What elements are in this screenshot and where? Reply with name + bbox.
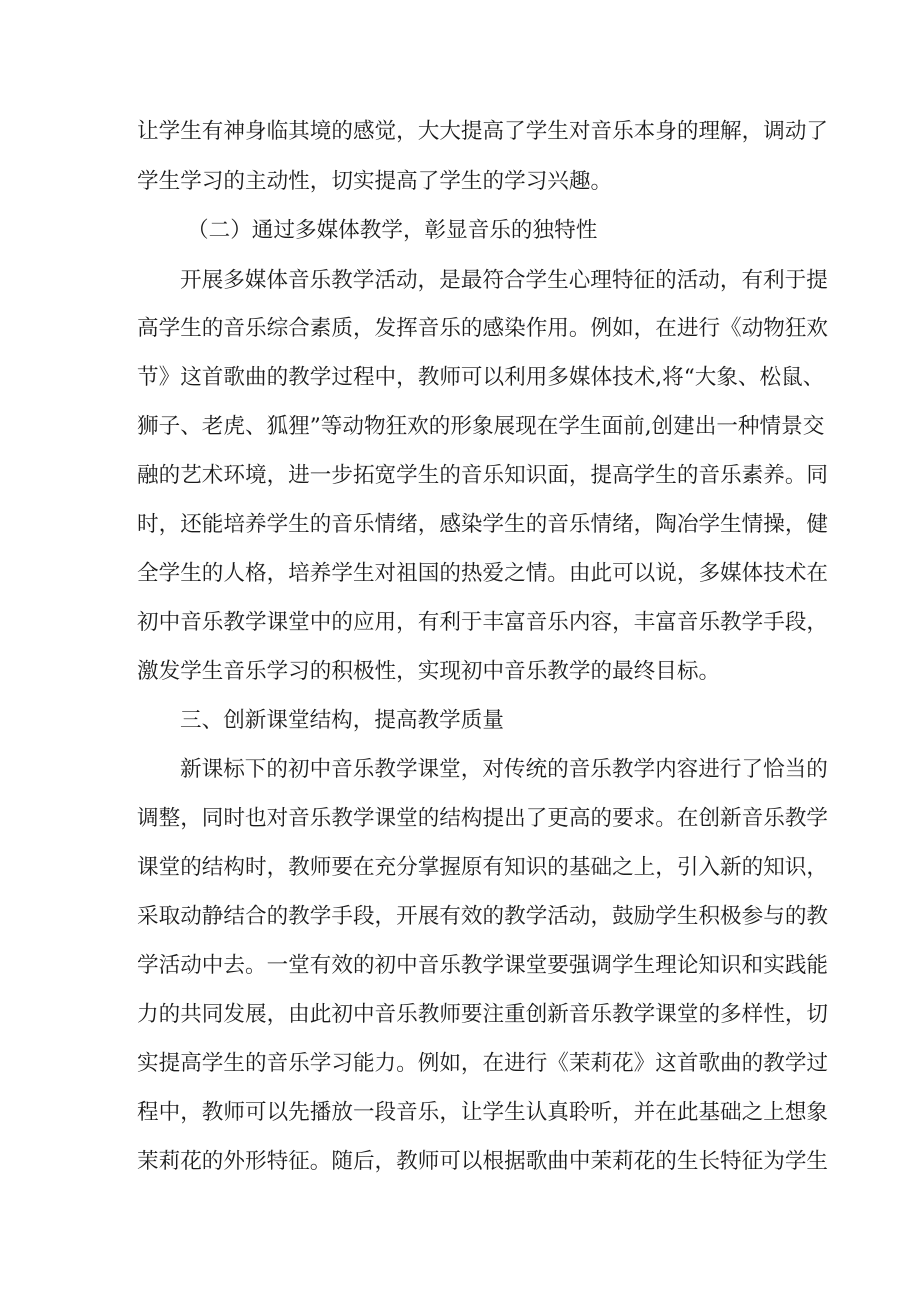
paragraph-line: 学活动中去。一堂有效的初中音乐教学课堂要强调学生理论知识和实践能	[137, 953, 829, 978]
paragraph-line: 时，还能培养学生的音乐情绪，感染学生的音乐情绪，陶冶学生情操，健	[137, 512, 829, 537]
paragraph-line: 全学生的人格，培养学生对祖国的热爱之情。由此可以说，多媒体技术在	[137, 561, 829, 586]
paragraph-line: 激发学生音乐学习的积极性，实现初中音乐教学的最终目标。	[137, 659, 721, 684]
paragraph-line: 实提高学生的音乐学习能力。例如，在进行《茉莉花》这首歌曲的教学过	[137, 1051, 829, 1076]
paragraph-line: 新课标下的初中音乐教学课堂，对传统的音乐教学内容进行了恰当的	[180, 757, 828, 782]
paragraph-line: 程中，教师可以先播放一段音乐，让学生认真聆听，并在此基础之上想象	[137, 1100, 829, 1125]
paragraph-line: 初中音乐教学课堂中的应用，有利于丰富音乐内容，丰富音乐教学手段，	[137, 610, 829, 635]
paragraph-line: 茉莉花的外形特征。随后，教师可以根据歌曲中茉莉花的生长特征为学生	[137, 1149, 829, 1174]
paragraph-line: 融的艺术环境，进一步拓宽学生的音乐知识面，提高学生的音乐素养。同	[137, 463, 829, 488]
paragraph-line: 调整，同时也对音乐教学课堂的结构提出了更高的要求。在创新音乐教学	[137, 806, 829, 831]
paragraph-line: 狮子、老虎、狐狸”等动物狂欢的形象展现在学生面前,创建出一种情景交	[137, 414, 825, 439]
section-heading-2: （二）通过多媒体教学，彰显音乐的独特性	[187, 218, 598, 243]
section-heading-3: 三、创新课堂结构，提高教学质量	[180, 708, 504, 733]
paragraph-line: 学生学习的主动性，切实提高了学生的学习兴趣。	[137, 169, 613, 194]
paragraph-line: 高学生的音乐综合素质，发挥音乐的感染作用。例如，在进行《动物狂欢	[137, 316, 829, 341]
paragraph-line: 开展多媒体音乐教学活动，是最符合学生心理特征的活动，有利于提	[180, 268, 828, 293]
paragraph-line: 课堂的结构时，教师要在充分掌握原有知识的基础之上，引入新的知识，	[137, 855, 829, 880]
paragraph-line: 采取动静结合的教学手段，开展有效的教学活动，鼓励学生积极参与的教	[137, 904, 829, 929]
paragraph-line: 力的共同发展，由此初中音乐教师要注重创新音乐教学课堂的多样性，切	[137, 1002, 829, 1027]
paragraph-line: 让学生有神身临其境的感觉，大大提高了学生对音乐本身的理解，调动了	[137, 119, 829, 144]
paragraph-line: 节》这首歌曲的教学过程中，教师可以利用多媒体技术,将“大象、松鼠、	[137, 365, 825, 390]
